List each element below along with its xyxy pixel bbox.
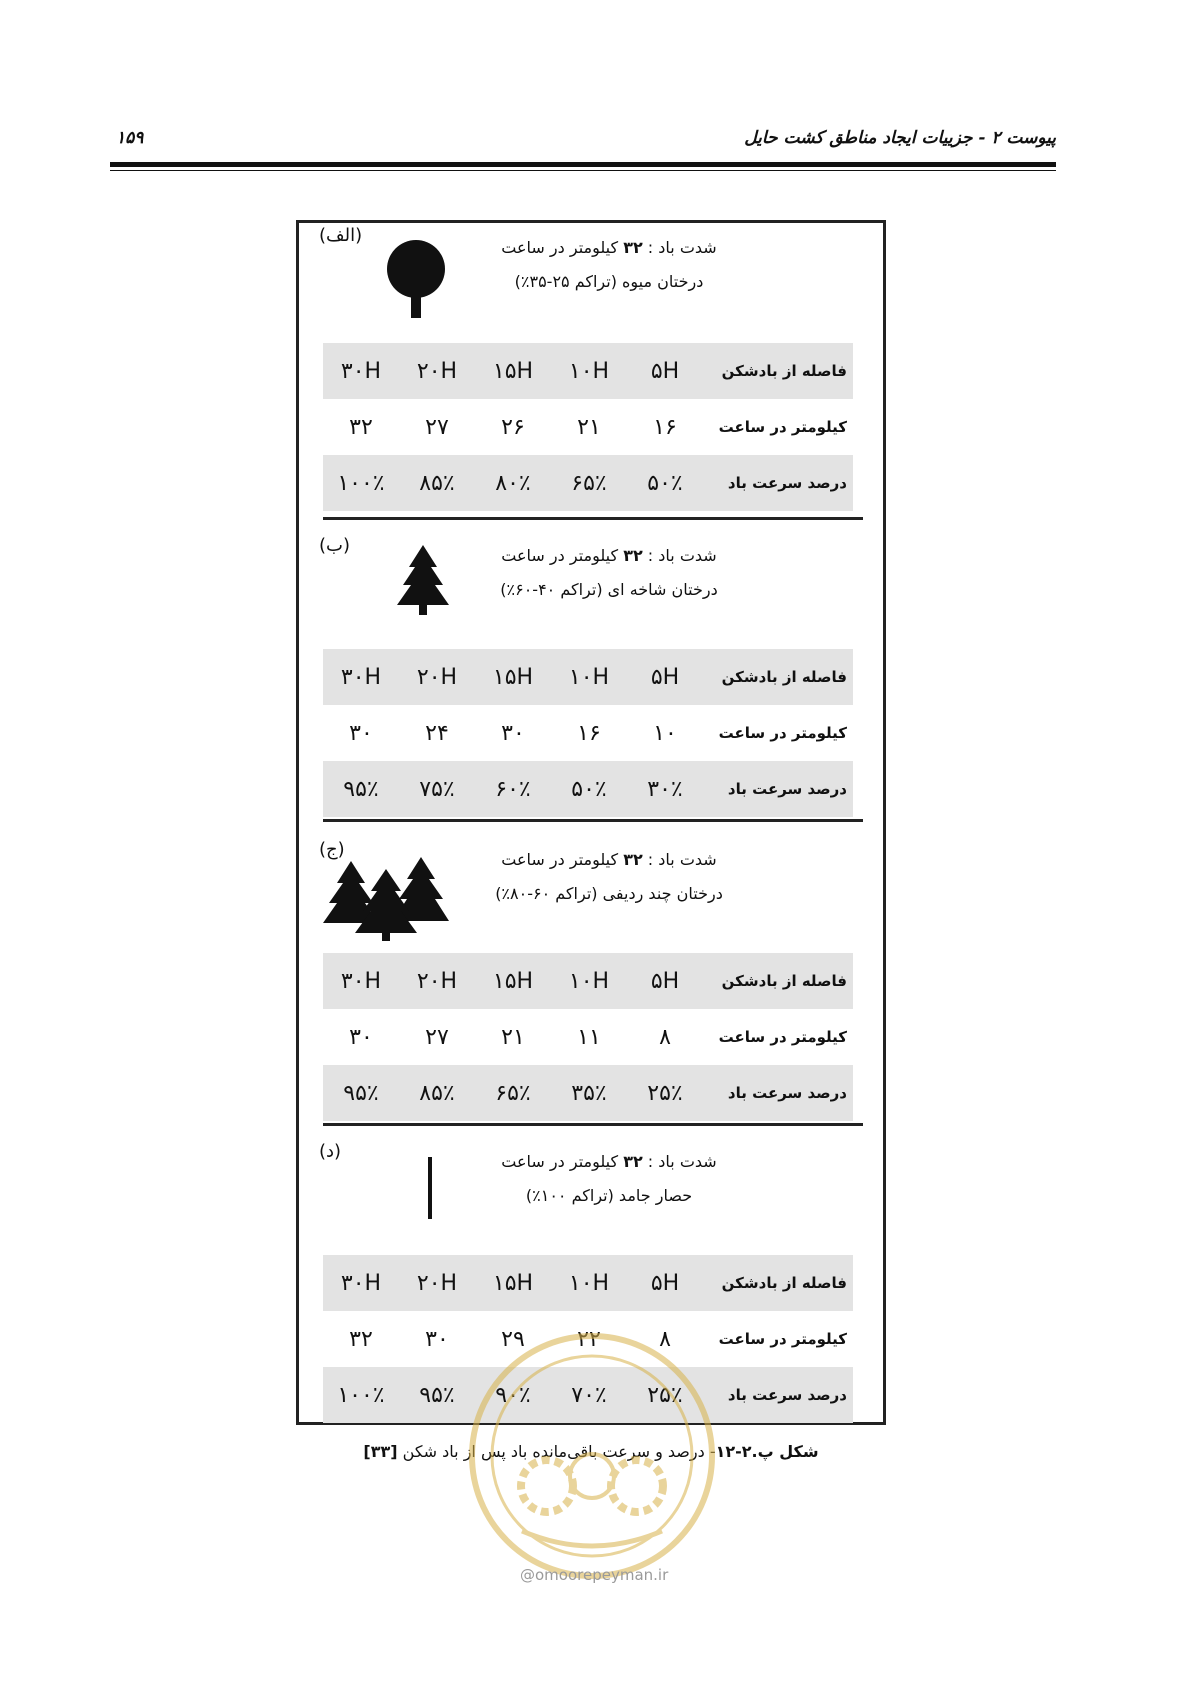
table-cell: ۵۰٪ [571,776,607,802]
table-cell: ۳۰H [340,1270,382,1296]
page-number: ۱۵۹ [116,128,144,148]
wind-speed-line [449,539,769,573]
table-cell: ۳۵٪ [571,1080,607,1106]
row-label: کیلومتر در ساعت [718,1028,847,1046]
table-cell: ۱۵H [492,968,534,994]
panel-label: (الف) [319,225,363,246]
table-cell: ۱۰H [568,968,610,994]
table-cell: ۸۰٪ [495,470,531,496]
table-cell: ۶۵٪ [495,1080,531,1106]
wind-speed-line [449,1145,769,1179]
wind-speed-prefix: شدت باد : [642,546,717,565]
table-cell: ۹۵٪ [343,776,379,802]
header-title: پیوست ۲ - جزییات ایجاد مناطق کشت حایل [744,128,1056,148]
panel-label: (د) [319,1141,342,1162]
wind-speed-prefix: شدت باد : [642,238,717,257]
wind-speed-line [449,231,769,265]
table-cell: ۳۲ [349,414,373,440]
speed-row [323,399,853,455]
solid-wall-icon [425,1157,435,1223]
table-cell: ۲۵٪ [647,1080,683,1106]
wind-speed-value: ۳۲ [623,546,643,565]
table-cell: ۱۰H [568,664,610,690]
table-cell: ۱۱ [577,1024,601,1050]
table-cell: ۲۰H [416,358,458,384]
wind-speed-unit: کیلومتر در ساعت [501,546,624,565]
header-rule-thin [110,170,1056,171]
table-cell: ۲۵٪ [647,1382,683,1408]
table-cell: ۲۰H [416,968,458,994]
table-cell: ۸ [659,1326,671,1352]
table-cell: ۹۵٪ [419,1382,455,1408]
row-label: فاصله از بادشکن [721,362,847,380]
table-cell: ۲۱ [577,414,601,440]
table-cell: ۱۵H [492,664,534,690]
distance-row [323,953,853,1009]
row-label: درصد سرعت باد [727,780,847,798]
table-cell: ۶۵٪ [571,470,607,496]
row-label: کیلومتر در ساعت [718,724,847,742]
row-label: درصد سرعت باد [727,1084,847,1102]
caption-text: - درصد و سرعت باقی‌مانده باد پس از باد شکن [397,1442,716,1461]
table-cell: ۳۰ [501,720,525,746]
watermark-seal [462,1326,722,1586]
table-cell: ۲۲ [577,1326,601,1352]
row-label: فاصله از بادشکن [721,1274,847,1292]
data-table [323,649,853,817]
table-cell: ۳۰H [340,664,382,690]
table-cell: ۲۰H [416,1270,458,1296]
table-cell: ۳۰ [349,720,373,746]
table-cell: ۱۰ [653,720,677,746]
wind-speed-value: ۳۲ [623,850,643,869]
row-label: فاصله از بادشکن [721,668,847,686]
distance-row [323,1255,853,1311]
table-cell: ۳۰H [340,358,382,384]
panel-separator [323,819,863,822]
table-cell: ۳۰H [340,968,382,994]
wind-speed-value: ۳۲ [623,1152,643,1171]
table-cell: ۵H [650,358,680,384]
table-cell: ۶۰٪ [495,776,531,802]
table-cell: ۲۹ [501,1326,525,1352]
panel-info [449,1145,769,1213]
distance-row [323,343,853,399]
table-cell: ۲۶ [501,414,525,440]
wind-speed-unit: کیلومتر در ساعت [501,238,624,257]
panel-label: (ج) [319,839,345,860]
table-cell: ۸۵٪ [419,470,455,496]
row-label: کیلومتر در ساعت [718,1330,847,1348]
wind-speed-unit: کیلومتر در ساعت [501,850,624,869]
watermark-site: @omoorepeyman.ir [520,1566,669,1584]
table-cell: ۸ [659,1024,671,1050]
table-cell: ۱۰۰٪ [337,470,385,496]
distance-row [323,649,853,705]
panel-label: (ب) [319,535,350,556]
table-cell: ۳۰ [425,1326,449,1352]
table-cell: ۸۵٪ [419,1080,455,1106]
table-cell: ۳۰٪ [647,776,683,802]
panel-info [449,843,769,911]
percent-row [323,455,853,511]
table-cell: ۹۵٪ [343,1080,379,1106]
speed-row [323,1009,853,1065]
table-cell: ۱۶ [653,414,677,440]
wind-speed-unit: کیلومتر در ساعت [501,1152,624,1171]
tree-type-line: درختان شاخه ای (تراکم ۴۰-۶۰٪) [500,580,718,599]
table-cell: ۳۲ [349,1326,373,1352]
table-cell: ۵۰٪ [647,470,683,496]
table-cell: ۹۰٪ [495,1382,531,1408]
table-cell: ۱۵H [492,358,534,384]
percent-row [323,761,853,817]
table-cell: ۵H [650,664,680,690]
table-cell: ۷۵٪ [419,776,455,802]
wind-speed-line [449,843,769,877]
percent-row [323,1065,853,1121]
multi-row-trees-icon [321,851,451,945]
panel-separator [323,517,863,520]
table-cell: ۱۵H [492,1270,534,1296]
wind-speed-prefix: شدت باد : [642,850,717,869]
table-cell: ۵H [650,968,680,994]
page-header [110,128,1056,158]
panel-3 [299,829,883,1111]
table-cell: ۲۷ [425,414,449,440]
header-rule-thick [110,162,1056,167]
table-cell: ۷۰٪ [571,1382,607,1408]
table-cell: ۲۴ [425,720,449,746]
table-cell: ۲۰H [416,664,458,690]
wind-speed-value: ۳۲ [623,238,643,257]
data-table [323,953,853,1121]
table-cell: ۲۷ [425,1024,449,1050]
caption-number: شکل پ.۲-۱۲ [715,1442,819,1461]
round-tree-icon [381,239,451,323]
wind-speed-prefix: شدت باد : [642,1152,717,1171]
data-table [323,343,853,511]
tree-type-line: حصار جامد (تراکم ۱۰۰٪) [525,1186,693,1205]
panel-1 [299,223,883,505]
table-cell: ۱۰۰٪ [337,1382,385,1408]
table-cell: ۲۱ [501,1024,525,1050]
panel-2 [299,525,883,807]
table-cell: ۱۰H [568,1270,610,1296]
table-cell: ۳۰ [349,1024,373,1050]
panel-info [449,231,769,299]
panel-info [449,539,769,607]
row-label: درصد سرعت باد [727,1386,847,1404]
tree-type-line: درختان چند ردیفی (تراکم ۶۰-۸۰٪) [495,884,723,903]
panel-separator [323,1123,863,1126]
tree-type-line: درختان میوه (تراکم ۲۵-۳۵٪) [514,272,704,291]
conifer-tree-icon [393,545,453,621]
row-label: درصد سرعت باد [727,474,847,492]
table-cell: ۵H [650,1270,680,1296]
figure-box [296,220,886,1425]
row-label: کیلومتر در ساعت [718,418,847,436]
caption-ref: [۳۳] [363,1442,398,1461]
speed-row [323,705,853,761]
row-label: فاصله از بادشکن [721,972,847,990]
table-cell: ۱۶ [577,720,601,746]
table-cell: ۱۰H [568,358,610,384]
